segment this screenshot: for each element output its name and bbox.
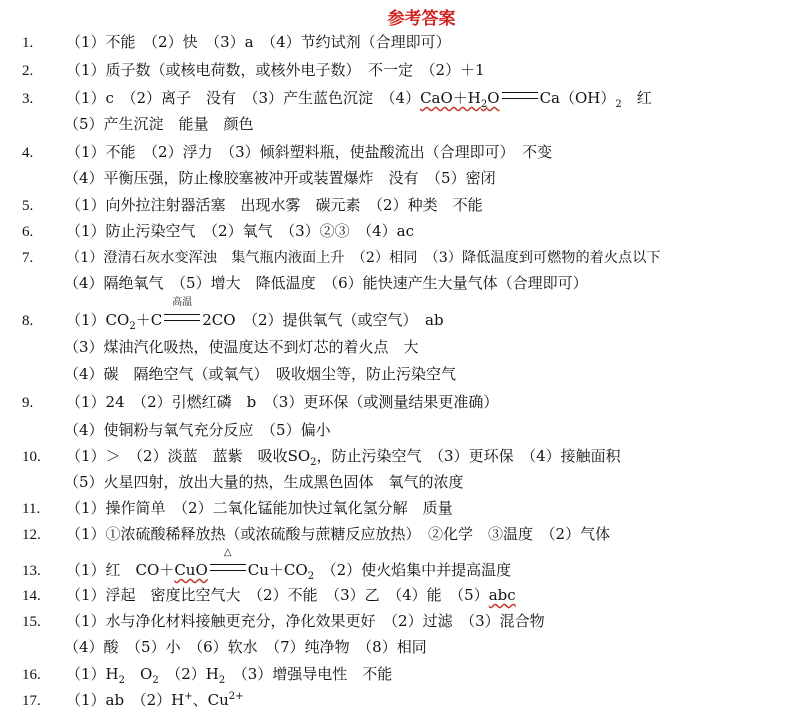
subscript: 2 [307, 571, 315, 582]
answer-1 [22, 32, 451, 53]
answer-text: （1）H [66, 665, 119, 683]
answer-text: O [125, 665, 153, 683]
answer-2 [22, 60, 485, 81]
answer-text: （1）CO [66, 311, 130, 329]
subscript: 2 [152, 675, 159, 686]
answer-3-cont [64, 114, 254, 134]
question-number: 6. [22, 224, 34, 240]
subscript: 2 [615, 99, 622, 110]
answer-text: 红 [621, 89, 652, 107]
question-number: 8. [22, 313, 34, 329]
answer-text: （1）ab （2）H [66, 691, 185, 709]
question-number: 12. [22, 527, 41, 543]
answer-text: （1）不能 （2）快 （3）a （4）节约试剂（合理即可） [66, 33, 451, 51]
answer-15-cont [64, 637, 427, 657]
subscript: 2 [310, 457, 317, 468]
equation-product: Ca（OH） [539, 89, 616, 107]
answer-15 [22, 611, 545, 632]
answer-text: （4）碳 隔绝空气（或氧气） 吸收烟尘等，防止污染空气 [64, 365, 457, 383]
answer-text: （1）澄清石灰水变浑浊 集气瓶内液面上升 （2）相同 （3）降低温度到可燃物的着火点以下 [66, 250, 661, 266]
answer-13 [22, 547, 512, 582]
reactant-cuo: CuO [174, 561, 208, 579]
question-number: 1. [22, 35, 34, 51]
answer-text: （1）24 （2）引燃红磷 b （3）更环保（或测量结果更准确） [66, 393, 499, 411]
answer-text: （2）使火焰集中并提高温度 [314, 561, 512, 579]
answer-8 [22, 297, 444, 332]
answer-text: （1）水与净化材料接触更充分，净化效果更好 （2）过滤 （3）混合物 [66, 612, 545, 630]
superscript: + [184, 691, 193, 702]
reaction-condition [208, 547, 248, 580]
question-number: 11. [22, 501, 41, 517]
question-number: 4. [22, 145, 34, 161]
answer-9-cont [64, 420, 331, 440]
answer-text: ＋C [135, 311, 163, 329]
answer-text: （1）红 CO＋ [66, 561, 175, 579]
condition-label: 高温 [172, 297, 193, 308]
subscript: 2 [480, 99, 488, 110]
question-number: 16. [22, 667, 41, 683]
answer-text: 、Cu [192, 691, 229, 709]
question-number: 9. [22, 395, 34, 411]
answer-text: （1）浮起 密度比空气大 （2）不能 （3）乙 （4）能 （5） [66, 586, 489, 604]
answer-text: （1）质子数（或核电荷数，或核外电子数） 不一定 （2）＋1 [66, 61, 485, 79]
question-number: 13. [22, 563, 41, 579]
answer-text: （4）使铜粉与氧气充分反应 （5）偏小 [64, 421, 331, 439]
question-number: 5. [22, 198, 34, 214]
answer-text: （1）不能 （2）浮力 （3）倾斜塑料瓶，使盐酸流出（合理即可） 不变 [66, 143, 553, 161]
equation-part: CaO＋H [420, 89, 481, 107]
answer-text: （3）煤油汽化吸热，使温度达不到灯芯的着火点 大 [64, 338, 419, 356]
answer-11 [22, 498, 453, 519]
answer-10-cont [64, 472, 464, 492]
answer-text: （4）隔绝氧气 （5）增大 降低温度 （6）能快速产生大量气体（合理即可） [64, 274, 588, 292]
answer-12 [22, 524, 610, 545]
question-number: 15. [22, 614, 41, 630]
equation-reactants [420, 89, 500, 110]
answer-16 [22, 664, 392, 685]
answer-text: （3）增强导电性 不能 [225, 665, 393, 683]
subscript: 2 [118, 675, 125, 686]
answer-text: （1）防止污染空气 （2）氧气 （3）②③ （4）ac [66, 222, 415, 240]
answer-7 [22, 247, 661, 268]
answer-4-cont [64, 168, 496, 188]
answer-8-cont [64, 337, 419, 357]
answer-8-cont2 [64, 364, 456, 384]
superscript: 2+ [228, 691, 244, 702]
answer-text: （5）火星四射，放出大量的热，生成黑色固体 氧气的浓度 [64, 473, 464, 491]
question-number: 14. [22, 588, 41, 604]
answer-text: Cu＋CO [247, 561, 308, 579]
answer-text: （5）产生沉淀 能量 颜色 [64, 115, 254, 133]
equation-part: O [487, 89, 500, 107]
answer-17 [22, 690, 244, 711]
answer-text: （1）①浓硫酸稀释放热（或浓硫酸与蔗糖反应放热） ②化学 ③温度 （2）气体 [66, 525, 611, 543]
answer-text: （4）平衡压强，防止橡胶塞被冲开或装置爆炸 没有 （5）密闭 [64, 169, 496, 187]
question-number: 7. [22, 250, 34, 266]
answer-text: （1）操作简单 （2）二氧化锰能加快过氧化氢分解 质量 [66, 499, 453, 517]
answer-text: （1）c （2）离子 没有 （3）产生蓝色沉淀 （4） [66, 89, 421, 107]
answer-5 [22, 195, 483, 216]
answer-7-cont [64, 273, 588, 293]
answer-text: 2CO （2）提供氧气（或空气） ab [202, 311, 444, 329]
reaction-condition [162, 297, 202, 330]
subscript: 2 [129, 321, 136, 332]
equals-sign [500, 88, 540, 108]
question-number: 17. [22, 693, 41, 709]
answer-text: （1）向外拉注射器活塞 出现水雾 碳元素 （2）种类 不能 [66, 196, 483, 214]
question-number: 10. [22, 449, 41, 465]
question-number: 2. [22, 63, 34, 79]
answer-text: （2）H [158, 665, 219, 683]
answer-3 [22, 88, 652, 109]
page-title: 参考答案 [387, 9, 456, 29]
answer-6 [22, 221, 414, 242]
answer-4 [22, 142, 552, 163]
answer-text: （4）酸 （5）小 （6）软水 （7）纯净物 （8）相同 [64, 638, 427, 656]
answer-text: （1）＞ （2）淡蓝 蓝紫 吸收SO [66, 447, 311, 465]
answer-text: ，防止污染空气 （3）更环保 （4）接触面积 [316, 447, 621, 465]
subscript: 2 [218, 675, 226, 686]
answer-10 [22, 446, 621, 467]
answer-14 [22, 585, 516, 606]
question-number: 3. [22, 91, 34, 107]
answer-9 [22, 392, 498, 413]
answer-abc: abc [488, 586, 516, 604]
heat-symbol: △ [223, 547, 232, 558]
